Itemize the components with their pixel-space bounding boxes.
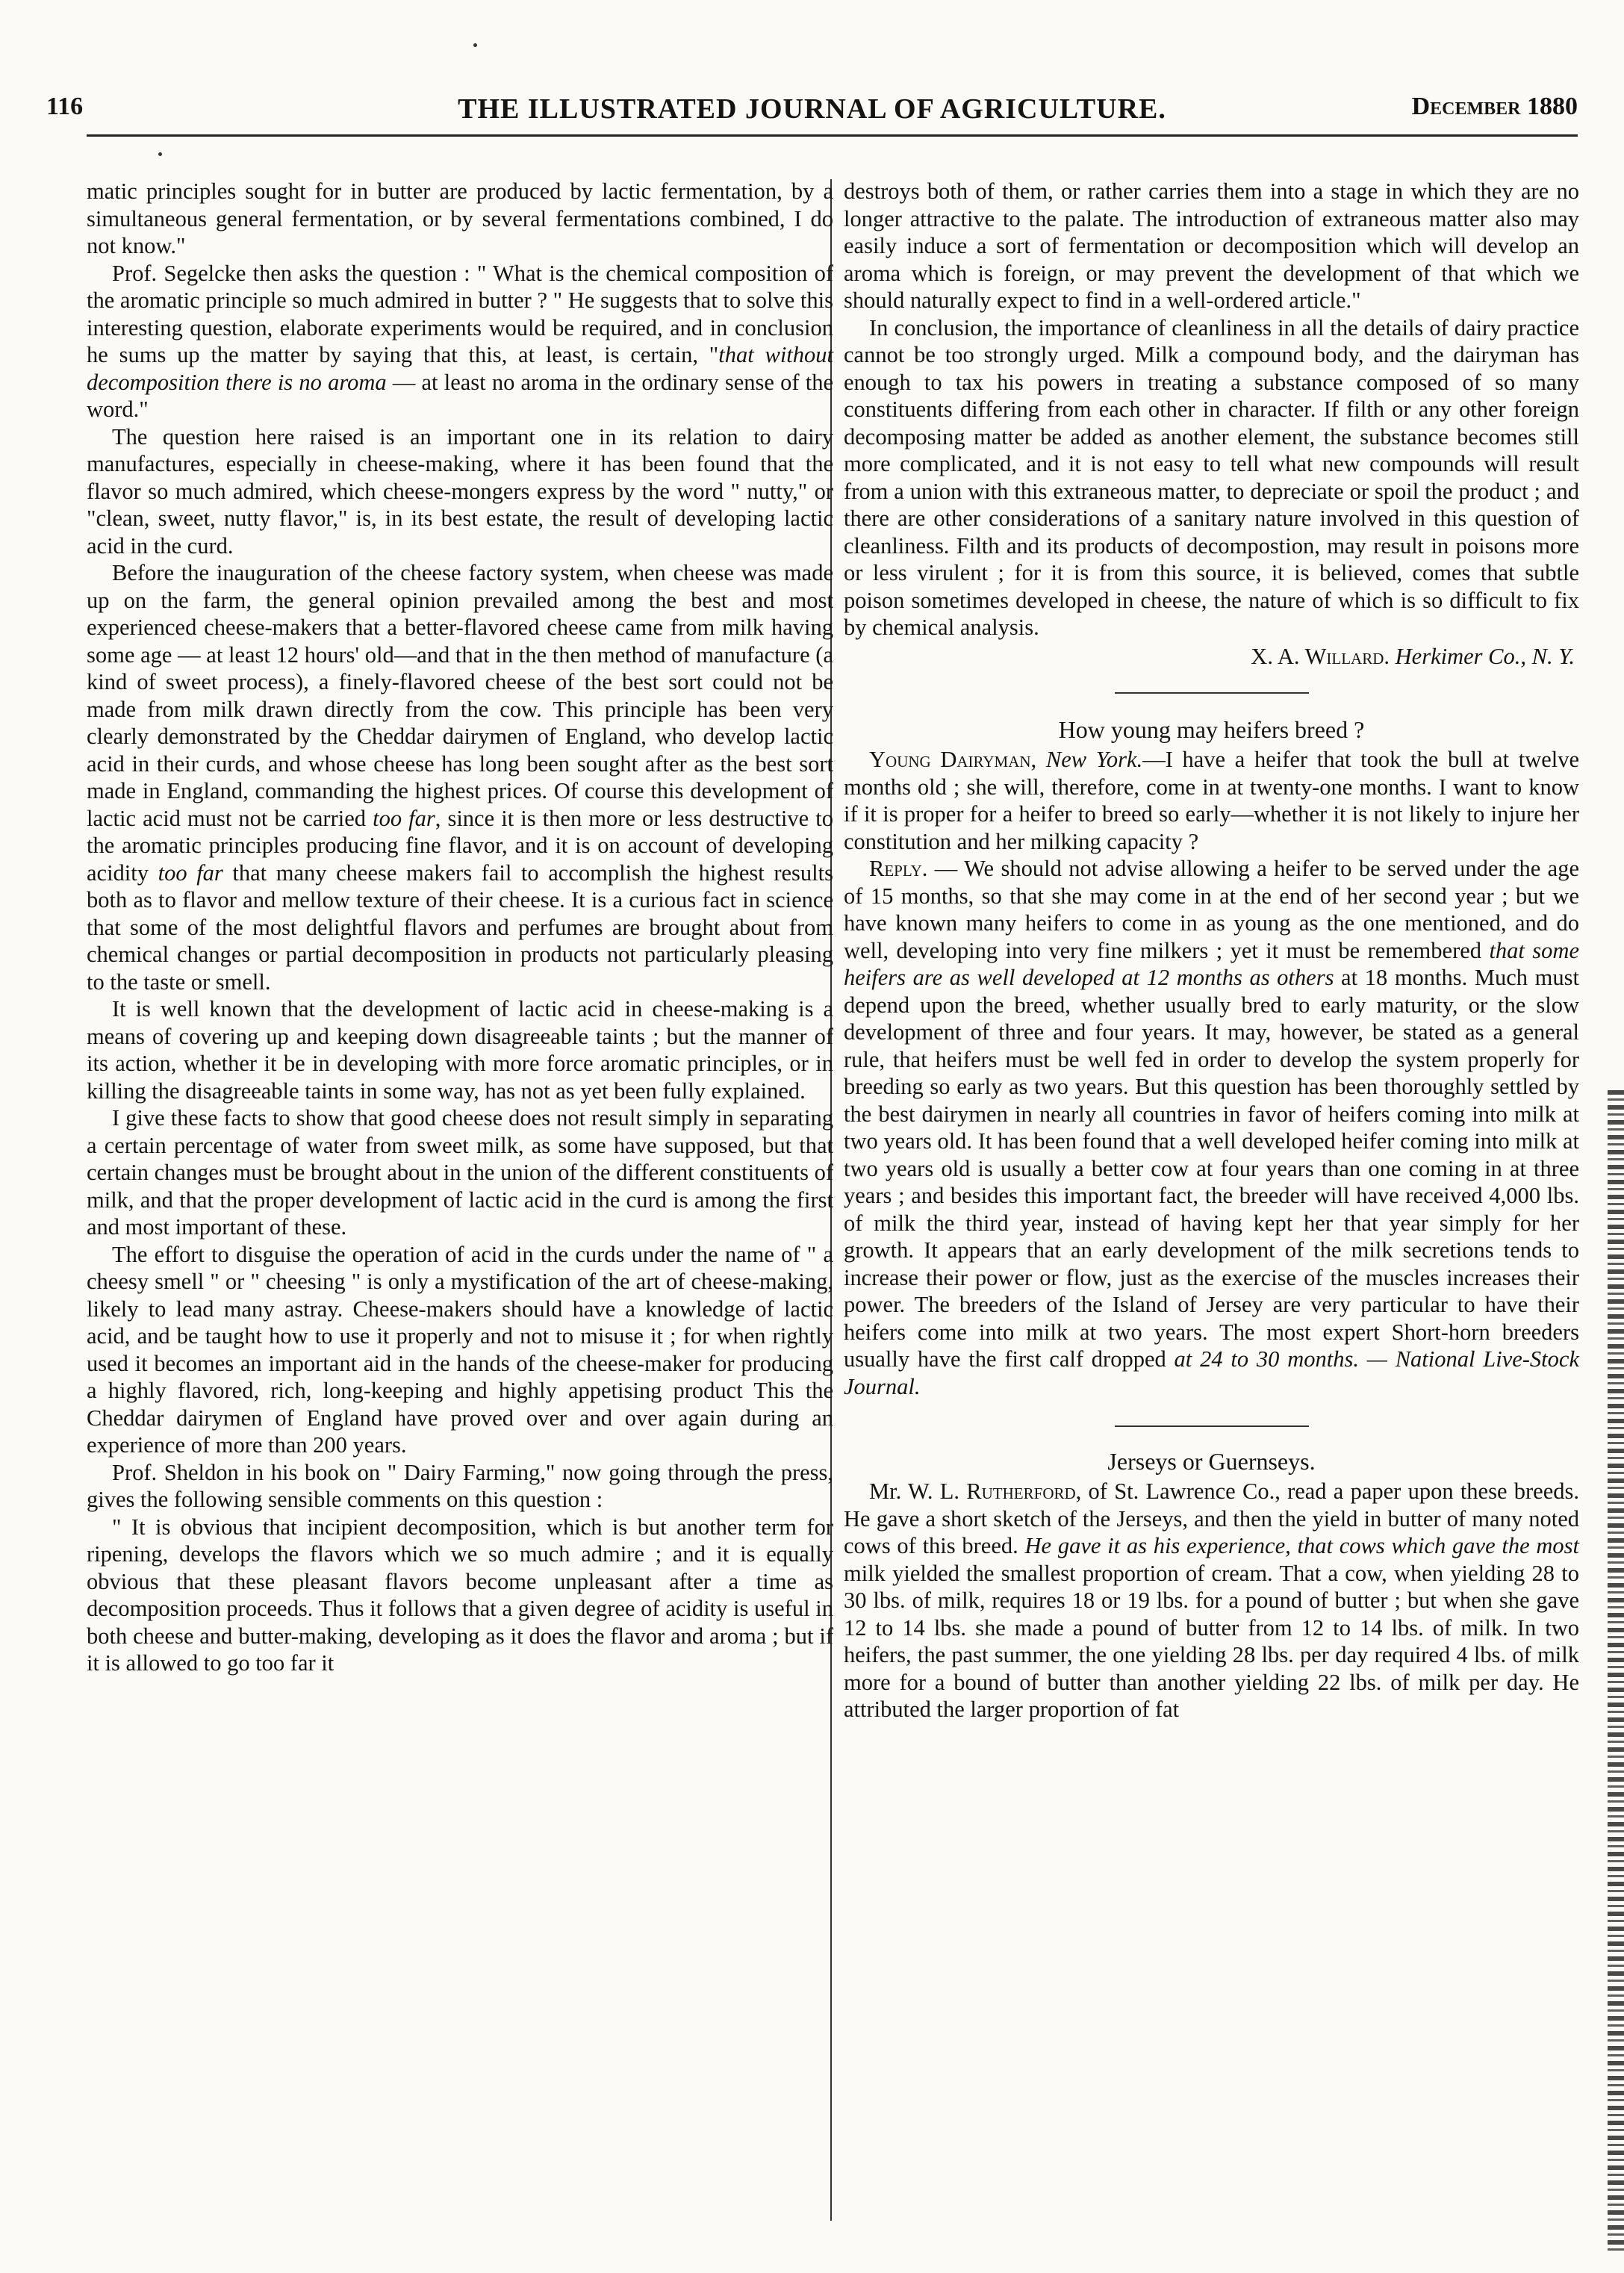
section-separator: [1115, 692, 1309, 694]
section-separator: [1115, 1425, 1309, 1427]
paragraph: I give these facts to show that good cheese does not result simply in separating a certain percentage of water from sweet milk, as some have supposed, but that certain changes must be brought about in the union of the different constituents of milk, and that the proper development of lactic acid in the curd is among the first and most important of these.: [87, 1105, 833, 1240]
author-signature: [844, 643, 1579, 671]
print-speck: [473, 43, 477, 47]
right-column: [844, 178, 1579, 1723]
paragraph: matic principles sought for in butter are produced by lactic fermentation, by a simultaneous general fermentation, or by several fermentations combined, I do not know.": [87, 178, 833, 258]
author-name: X. A. Willard.: [1251, 643, 1390, 669]
paragraph: Prof. Segelcke then asks the question : " What is the chemical composition of the aromatic principle so much admired in butter ? " He suggests that to solve this interesting question, elaborate experiments would be required, and in conclusion he sums up the matter by saying that this, at least, is certain, "that without decomposition there is no aroma — at least no aroma in the ordinary sense of the word.": [87, 260, 833, 422]
paragraph: Before the inauguration of the cheese factory system, when cheese was made up on the farm, the general opinion prevailed among the best and most experienced cheese-makers that a better-flavored cheese came from milk having some age — at least 12 hours' old—and that in the then method of manufacture (a kind of sweet process), a finely-flavored cheese of the best sort could not be made from milk drawn directly from the cow. This principle has been very clearly demonstrated by the Cheddar dairymen of England, who develop lactic acid in their curds, and whose cheese has long been sought after as the best sort made in England, commanding the highest prices. Of course this development of lactic acid must not be carried too far, since it is then more or less destructive to the aromatic principles producing fine flavor, and it is on account of developing acidity too far that many cheese makers fail to accomplish the highest results both as to flavor and mellow texture of their cheese. It is a curious fact in science that some of the most delightful flavors and perfumes are brought about from chemical changes or partial decomposition in products not particularly pleasing to the taste or smell.: [87, 560, 833, 995]
question-paragraph: Young Dairyman, New York.—I have a heifer that took the bull at twelve months old ; she will, therefore, come in at twenty-one months. I want to know if it is proper for a heifer to breed so early—whether it is not likely to injure her constitution and her milking capacity ?: [844, 747, 1580, 854]
article-heading: How young may heifers breed ?: [1058, 716, 1365, 743]
page-header: [46, 88, 1578, 133]
author-place: Herkimer Co., N. Y.: [1395, 643, 1575, 669]
quotation-paragraph: " It is obvious that incipient decomposition, which is but another term for ripening, develops the flavors which we so much admire ; and it is equally obvious that these pleasant flavors become unpleasant after a time as decomposition proceeds. Thus it follows that a given degree of acidity is useful in both cheese and butter-making, developing as it does the flavor and aroma ; but if it is allowed to go too far it: [87, 1514, 833, 1676]
paragraph: destroys both of them, or rather carries them into a stage in which they are no longer attractive to the palate. The introduction of extraneous matter also may easily induce a sort of fermentation or decomposition which will develop an aroma which is foreign, or may prevent the development of that which we should naturally expect to find in a well-ordered article.": [844, 178, 1579, 313]
left-column: [87, 178, 833, 1677]
paragraph: Mr. W. L. Rutherford, of St. Lawrence Co., read a paper upon these breeds. He gave a short sketch of the Jerseys, and then the yield in butter of many noted cows of this breed. He gave it as his experience, that cows which gave the most milk yielded the smallest proportion of cream. That a cow, when yielding 28 to 30 lbs. of milk, requires 18 or 19 lbs. for a pound of butter ; but when she gave 12 to 14 lbs. she made a pound of butter from 12 to 14 lbs. of milk. In two heifers, the past summer, the one yielding 28 lbs. per day required 4 lbs. of milk more for a bound of butter than another yielding 22 lbs. of milk per day. He attributed the larger proportion of fat: [844, 1478, 1580, 1722]
header-rule: [87, 134, 1578, 137]
page-number: 116: [46, 93, 84, 120]
paragraph: It is well known that the development of lactic acid in cheese-making is a means of covering up and keeping down disagreeable taints ; but the manner of its action, whether it be in developing with more force aromatic principles, or in killing the disagreeable taints in some way, has not as yet been fully explained.: [87, 996, 833, 1104]
journal-title: THE ILLUSTRATED JOURNAL OF AGRICULTURE.: [458, 93, 1166, 125]
print-speck: [158, 152, 162, 156]
paragraph: The effort to disguise the operation of acid in the curds under the name of " a cheesy smell " or " cheesing " is only a mystification of the art of cheese-making, likely to lead many astray. Cheese-makers should have a knowledge of lactic acid, and be taught how to use it properly and not to misuse it ; for when rightly used it becomes an important aid in the hands of the cheese-maker for producing a highly flavored, rich, long-keeping and highly appetising product This the Cheddar dairymen of England have proved over and over again during an experience of more than 200 years.: [87, 1241, 833, 1458]
reply-paragraph: Reply. — We should not advise allowing a heifer to be served under the age of 15 months, so that she may come in at the end of her second year ; but we have known many heifers to come in as young as the one mentioned, and do well, developing into very fine milkers ; yet it must be remembered that some heifers are as well developed at 12 months as others at 18 months. Much must depend upon the breed, whether usually bred to early maturity, or the slow development of three and four years. It may, however, be stated as a general rule, that heifers must be well fed in order to develop the system properly for breeding so early as two years. But this question has been thoroughly settled by the best dairymen in nearly all countries in favor of heifers coming into milk at two years old. It has been found that a well developed heifer coming into milk at two years old is usually a better cow at four years than one coming in at three years ; and besides this important fact, the breeder will have received 4,000 lbs. of milk the third year, instead of having kept her that year simply for her growth. It appears that an early development of the milk secretions tends to increase their power or flow, just as the exercise of the muscles increases their power. The breeders of the Island of Jersey are very particular to have their heifers come into milk at two years. The most expert Short-horn breeders usually have the first calf dropped at 24 to 30 months. — National Live-Stock Journal.: [844, 856, 1579, 1399]
paragraph: The question here raised is an important one in its relation to dairy manufactures, especially in cheese-making, where it has been found that the flavor so much admired, which cheese-mongers express by the word " nutty," or "clean, sweet, nutty flavor," is, in its best estate, the result of developing lactic acid in the curd.: [87, 423, 833, 559]
article-heading: Jerseys or Guernseys.: [1107, 1448, 1316, 1475]
issue-date: December 1880: [1411, 93, 1578, 120]
paragraph: In conclusion, the importance of cleanliness in all the details of dairy practice cannot be too strongly urged. Milk a compound body, and the dairyman has enough to tax his powers in treating a substance composed of so many constituents differing from each other in character. If filth or any other foreign decomposing matter be added as another element, the substance becomes still more complicated, and it is not easy to tell what new compounds will result from a union with this extraneous matter, to depreciate or spoil the product ; and there are other considerations of a sanitary nature involved in this question of cleanliness. Filth and its products of decompostion, may result in poisons more or less virulent ; for it is from this source, it is believed, comes that subtle poison sometimes developed in cheese, the nature of which is so difficult to fix by chemical analysis.: [844, 314, 1579, 640]
scanned-page-edge: [1608, 1090, 1624, 2255]
paragraph: Prof. Sheldon in his book on " Dairy Farming," now going through the press, gives the following sensible comments on this question :: [87, 1459, 833, 1512]
